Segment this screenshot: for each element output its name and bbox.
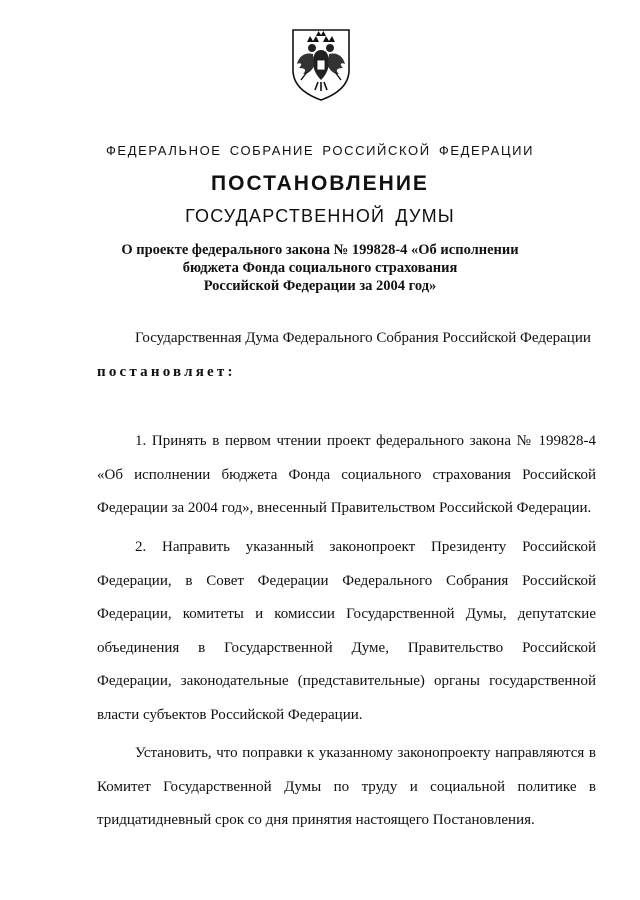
paragraph-line: Федерации, в Совет Федерации Федерального Собрания Российской [97,572,596,589]
preamble: Государственная Дума Федерального Собрания Российской Федерации [135,330,591,346]
paragraph-line: Комитет Государственной Думы по труду и социальной политике в [97,778,596,795]
paragraph-line: власти субъектов Российской Федерации. [97,706,363,723]
paragraph-line: Федерации, законодательные (представительные) органы государственной [97,673,596,689]
preamble-block [97,322,596,389]
paragraph-line: Федерации, комитеты и комиссии Государственной Думы, депутатские [97,606,596,622]
subject-line: Российской Федерации за 2004 год» [203,278,437,294]
item-1 [97,425,596,526]
subject-line: бюджета Фонда социального страхования [182,260,458,276]
subject-line: О проекте федерального закона № 199828-4 «Об исполнении [121,242,519,258]
item-3 [97,737,596,838]
paragraph-line: 1. Принять в первом чтении проект федерального закона № 199828-4 [135,433,596,449]
resolves-word: постановляет: [97,363,236,380]
paragraph-line: Установить, что поправки к указанному законопроекту направляются в [135,745,596,761]
item-2 [97,531,596,732]
paragraph-line: Федерации за 2004 год», внесенный Правительством Российской Федерации. [97,500,592,516]
russian-coat-of-arms-icon [285,24,357,104]
parliament-name: ФЕДЕРАЛЬНОЕ СОБРАНИЕ РОССИЙСКОЙ ФЕДЕРАЦИИ [105,143,535,158]
document-type: ПОСТАНОВЛЕНИЕ [211,172,429,195]
paragraph-line: тридцатидневный срок со дня принятия настоящего Постановления. [97,812,535,828]
paragraph-line: 2. Направить указанный законопроект Президенту Российской [135,539,596,555]
paragraph-line: объединения в Государственной Думе, Правительство Российской [97,639,596,656]
document-subject [0,241,640,295]
paragraph-line: «Об исполнении бюджета Фонда социального страхования Российской [97,466,596,483]
issuing-body: ГОСУДАРСТВЕННОЙ ДУМЫ [185,206,455,226]
